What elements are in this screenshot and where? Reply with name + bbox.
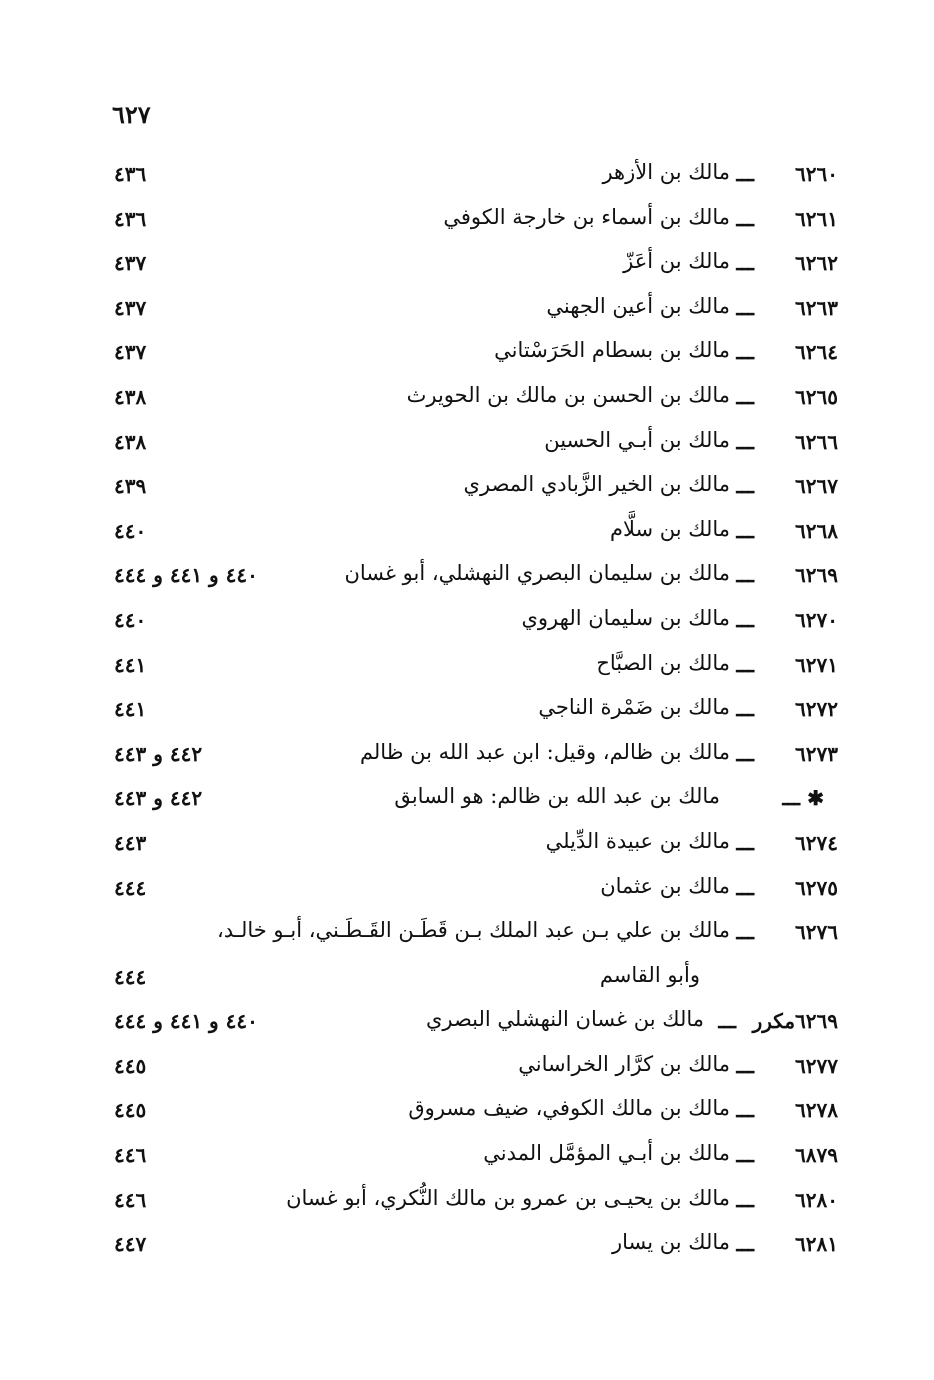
entry-number: ٦٢٨١ — [795, 1232, 838, 1257]
entry-pages: ٤٤١ — [114, 697, 147, 722]
entry-pages: ٤٤٤ — [114, 875, 147, 900]
entry-name: مالك بن كرَّار الخراساني — [518, 1051, 730, 1076]
entry-name: مالك بن الصبَّاح — [596, 650, 730, 675]
index-entry — [0, 379, 934, 424]
entry-separator: ـــ — [736, 1098, 754, 1123]
index-entry — [0, 1182, 934, 1227]
entry-name: مالك بن سليمان الهروي — [521, 605, 730, 630]
entry-name: مالك بن يحيـى بن عمرو بن مالك النُّكري، أبو غسان — [286, 1185, 730, 1210]
index-entry — [0, 334, 934, 379]
entry-number: ٦٢٦٦ — [795, 429, 838, 454]
entry-name: مالك بن يسار — [611, 1230, 730, 1255]
entry-separator: ـــ — [736, 162, 754, 186]
entry-pages: ٤٤٦ — [114, 1143, 147, 1168]
index-entry — [0, 691, 934, 736]
entry-separator: ـــ — [736, 251, 754, 276]
index-entry-continuation — [0, 959, 934, 1004]
entry-pages: ٤٤٥ — [114, 1098, 147, 1123]
entry-separator: ـــ — [782, 786, 800, 811]
entry-separator: ـــ — [736, 295, 754, 320]
entry-separator: ـــ — [736, 563, 754, 588]
index-entries — [0, 156, 934, 1271]
entry-number: ٦٢٧٧ — [795, 1053, 838, 1078]
entry-pages: ٤٤٢ و ٤٤٣ — [114, 786, 203, 811]
index-entry — [0, 736, 934, 781]
entry-number: ٦٢٦٢ — [795, 251, 838, 276]
entry-pages: ٤٣٦ — [114, 206, 147, 231]
entry-separator: ـــ — [736, 384, 754, 409]
entry-number: ٦٢٦٧ — [795, 474, 838, 499]
entry-separator: ـــ — [736, 1143, 754, 1168]
entry-separator: ـــ — [736, 206, 754, 231]
entry-separator: ـــ — [736, 1232, 754, 1257]
entry-number: ٦٢٦٤ — [795, 340, 838, 365]
entry-pages: ٤٤٠ و ٤٤١ و ٤٤٤ — [114, 1009, 258, 1034]
entry-number: ٦٢٧٤ — [795, 830, 838, 855]
index-entry — [0, 1226, 934, 1271]
entry-name: مالك بن سلَّام — [609, 516, 730, 541]
entry-name: مالك بن الحسن بن مالك بن الحويرث — [406, 382, 730, 407]
entry-name: مالك بن ظالم، وقيل: ابن عبد الله بن ظالم — [359, 739, 730, 764]
entry-name: مالك بن غسان النهشلي البصري — [425, 1007, 704, 1032]
index-entry — [0, 914, 934, 959]
entry-name: مالك بن أعين الجهني — [546, 293, 730, 318]
entry-name: مالك بن ضَمْرة الناجي — [538, 695, 730, 720]
entry-separator: ـــ — [736, 652, 754, 677]
index-entry — [0, 825, 934, 870]
entry-separator: ـــ — [736, 741, 754, 766]
entry-number: ٦٢٧٦ — [795, 920, 838, 945]
index-entry — [0, 1048, 934, 1093]
entry-separator: ـــ — [736, 920, 754, 945]
entry-number: ٦٢٧٢ — [795, 697, 838, 722]
page-number: ٦٢٧ — [112, 100, 151, 129]
entry-name: مالك بن أبـي الحسين — [544, 427, 730, 452]
entry-name: مالك بن عبيدة الدِّيلي — [545, 828, 730, 853]
index-entry — [0, 557, 934, 602]
index-entry — [0, 201, 934, 246]
entry-number: ٦٢٦٨ — [795, 518, 838, 543]
entry-name: مالك بن عبد الله بن ظالم: هو السابق — [394, 784, 720, 809]
entry-pages: ٤٤٣ — [114, 830, 147, 855]
index-entry — [0, 513, 934, 558]
entry-separator: ـــ — [718, 1009, 736, 1034]
entry-pages: ٤٤٠ و ٤٤١ و ٤٤٤ — [114, 563, 258, 588]
entry-pages: ٤٤٠ — [114, 607, 147, 632]
entry-separator: ـــ — [736, 1053, 754, 1078]
entry-name: مالك بن عثمان — [600, 873, 730, 898]
entry-pages: ٤٣٦ — [114, 162, 147, 186]
entry-name-continuation: وأبو القاسم — [599, 962, 700, 987]
entry-pages: ٤٣٧ — [114, 251, 147, 276]
asterisk-icon: ✱ — [807, 786, 824, 811]
index-entry — [0, 424, 934, 469]
entry-pages: ٤٤١ — [114, 652, 147, 677]
entry-pages: ٤٤٦ — [114, 1187, 147, 1212]
index-entry — [0, 1137, 934, 1182]
entry-pages: ٤٣٩ — [114, 474, 147, 499]
entry-name: مالك بن أسماء بن خارجة الكوفي — [443, 204, 730, 229]
entry-name: مالك بن أبـي المؤمَّل المدني — [483, 1141, 730, 1166]
entry-number: ٦٢٧١ — [795, 652, 838, 677]
entry-separator: ـــ — [736, 875, 754, 900]
index-entry — [0, 156, 934, 201]
entry-number: ٦٢٧٨ — [795, 1098, 838, 1123]
entry-number: ٦٢٦٥ — [795, 384, 838, 409]
index-entry — [0, 1003, 934, 1048]
entry-pages: ٤٤٥ — [114, 1053, 147, 1078]
entry-number: ٦٨٧٩ — [795, 1143, 838, 1168]
entry-name: مالك بن علي بـن عبد الملك بـن قَطَـن القَـطَـني، أبـو خالـد، — [216, 918, 730, 943]
entry-name: مالك بن الخير الزَّبادي المصري — [463, 472, 730, 497]
entry-number: ٦٢٦١ — [795, 206, 838, 231]
entry-number: ٦٢٧٣ — [795, 741, 838, 766]
entry-separator: ـــ — [736, 697, 754, 722]
index-entry — [0, 602, 934, 647]
entry-number: ٦٢٦٩ — [795, 563, 838, 588]
entry-separator: ـــ — [736, 1187, 754, 1212]
index-entry — [0, 245, 934, 290]
entry-number: ٦٢٧٠ — [795, 607, 838, 632]
entry-pages: ٤٤٤ — [114, 964, 147, 989]
index-entry — [0, 468, 934, 513]
entry-name: مالك بن أعَزّ — [623, 249, 730, 274]
entry-pages: ٤٣٨ — [114, 429, 147, 454]
entry-separator: ـــ — [736, 607, 754, 632]
entry-name: مالك بن بسطام الحَرَسْتاني — [494, 338, 730, 363]
index-entry — [0, 870, 934, 915]
entry-number: ٦٢٧٥ — [795, 875, 838, 900]
entry-number: ٦٢٦٣ — [795, 295, 838, 320]
index-entry — [0, 1092, 934, 1137]
entry-pages: ٤٣٨ — [114, 384, 147, 409]
entry-pages: ٤٣٧ — [114, 340, 147, 365]
entry-separator: ـــ — [736, 830, 754, 855]
entry-pages: ٤٤٧ — [114, 1232, 147, 1257]
entry-pages: ٤٤٠ — [114, 518, 147, 543]
entry-number: ٦٢٦٠ — [795, 162, 838, 186]
entry-separator: ـــ — [736, 518, 754, 543]
entry-number: ٦٢٨٠ — [795, 1187, 838, 1212]
entry-number: ٦٢٦٩مكرر — [752, 1009, 838, 1034]
index-entry — [0, 290, 934, 335]
entry-separator: ـــ — [736, 340, 754, 365]
entry-name: مالك بن سليمان البصري النهشلي، أبو غسان — [344, 561, 730, 586]
index-entry — [0, 647, 934, 692]
entry-pages: ٤٤٢ و ٤٤٣ — [114, 741, 203, 766]
entry-separator: ـــ — [736, 474, 754, 499]
entry-pages: ٤٣٧ — [114, 295, 147, 320]
entry-name: مالك بن الأزهر — [602, 160, 730, 184]
entry-separator: ـــ — [736, 429, 754, 454]
entry-name: مالك بن مالك الكوفي، ضيف مسروق — [408, 1096, 730, 1121]
index-entry-cross-reference — [0, 780, 934, 825]
